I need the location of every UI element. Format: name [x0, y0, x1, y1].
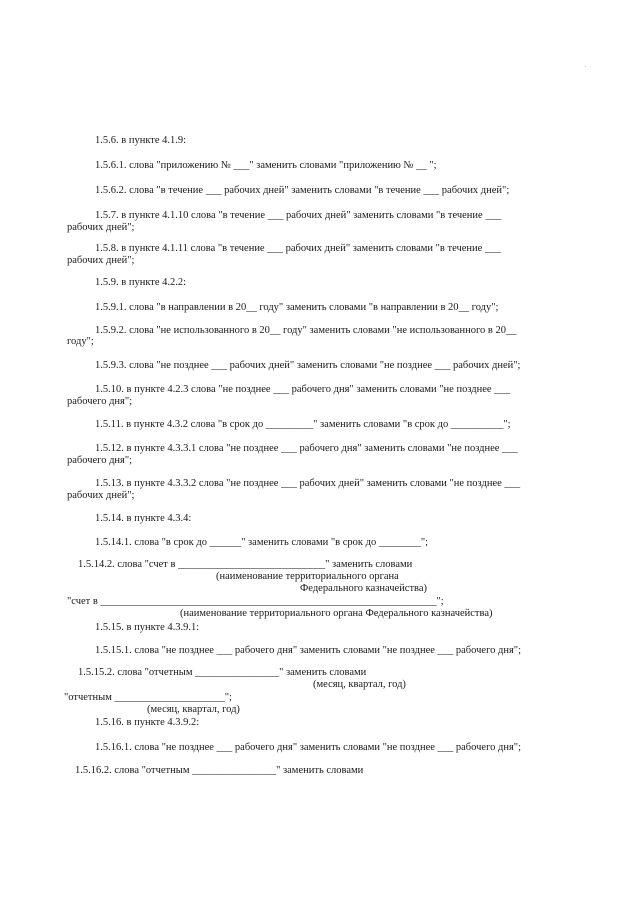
text-line-1.5.6.2: 1.5.6.2. слова "в течение ___ рабочих дней" заменить словами "в течение ___ рабочих дней";: [95, 185, 510, 196]
text-line-1.5.8-cont: рабочих дней";: [67, 255, 135, 266]
text-line-caption-period-2: (месяц, квартал, год): [147, 704, 240, 715]
text-line-1.5.12: 1.5.12. в пункте 4.3.3.1 слова "не позднее ___ рабочего дня" заменить словами "не позднее ___: [95, 443, 518, 454]
text-line-1.5.14.2: 1.5.14.2. слова "счет в ____________________________" заменить словами: [78, 559, 413, 570]
text-line-1.5.10-cont: рабочего дня";: [67, 396, 133, 407]
text-line-schet-v: "счет в ________________________________________________________________";: [67, 596, 444, 607]
text-line-1.5.16: 1.5.16. в пункте 4.3.9.2:: [95, 717, 200, 728]
scan-dot: [585, 66, 586, 67]
text-line-1.5.6: 1.5.6. в пункте 4.1.9:: [95, 135, 187, 146]
text-line-1.5.14.1: 1.5.14.1. слова "в срок до ______" заменить словами "в срок до ________";: [95, 537, 429, 548]
text-line-1.5.15.2: 1.5.15.2. слова "отчетным ________________" заменить словами: [78, 667, 367, 678]
text-line-1.5.16.1: 1.5.16.1. слова "не позднее ___ рабочего дня" заменить словами "не позднее ___ рабочего дня";: [95, 742, 521, 753]
text-line-1.5.9.1: 1.5.9.1. слова "в направлении в 20__ году" заменить словами "в направлении в 20__ году";: [95, 302, 499, 313]
text-line-1.5.7-cont: рабочих дней";: [67, 222, 135, 233]
text-line-1.5.6.1: 1.5.6.1. слова "приложению № ___" заменить словами "приложению № __ ";: [95, 160, 437, 171]
text-line-1.5.14: 1.5.14. в пункте 4.3.4:: [95, 513, 192, 524]
text-line-otchetnym: "отчетным _____________________";: [64, 692, 232, 703]
text-line-1.5.9.3: 1.5.9.3. слова "не позднее ___ рабочих дней" заменить словами "не позднее ___ рабочих дней";: [95, 360, 521, 371]
text-line-1.5.16.2: 1.5.16.2. слова "отчетным ________________" заменить словами: [75, 765, 364, 776]
text-line-1.5.9: 1.5.9. в пункте 4.2.2:: [95, 277, 187, 288]
text-line-1.5.9.2: 1.5.9.2. слова "не использованного в 20__ году" заменить словами "не использованного в 20__: [95, 325, 517, 336]
text-line-1.5.8: 1.5.8. в пункте 4.1.11 слова "в течение ___ рабочих дней" заменить словами "в течение ___: [95, 243, 501, 254]
text-line-caption-period: (месяц, квартал, год): [313, 679, 406, 690]
text-line-1.5.15: 1.5.15. в пункте 4.3.9.1:: [95, 622, 200, 633]
text-line-1.5.12-cont: рабочего дня";: [67, 455, 133, 466]
text-line-caption-territorial-organ: (наименование территориального органа: [216, 571, 399, 582]
text-line-1.5.11: 1.5.11. в пункте 4.3.2 слова "в срок до _________" заменить словами "в срок до __________";: [95, 419, 511, 430]
text-line-1.5.15.1: 1.5.15.1. слова "не позднее ___ рабочего дня" заменить словами "не позднее ___ рабочего дня";: [95, 645, 521, 656]
text-line-1.5.13-cont: рабочих дней";: [67, 490, 135, 501]
text-line-1.5.9.2-cont: году";: [67, 336, 94, 347]
text-line-caption-federal-treasury: Федерального казначейства): [300, 583, 428, 594]
text-line-1.5.7: 1.5.7. в пункте 4.1.10 слова "в течение ___ рабочих дней" заменить словами "в течение ___: [95, 210, 502, 221]
text-line-1.5.13: 1.5.13. в пункте 4.3.3.2 слова "не позднее ___ рабочих дней" заменить словами "не позднее ___: [95, 478, 521, 489]
text-line-1.5.10: 1.5.10. в пункте 4.2.3 слова "не позднее ___ рабочего дня" заменить словами "не позднее ___: [95, 384, 510, 395]
text-line-caption-territorial-organ-full: (наименование территориального органа Федерального казначейства): [180, 608, 493, 619]
